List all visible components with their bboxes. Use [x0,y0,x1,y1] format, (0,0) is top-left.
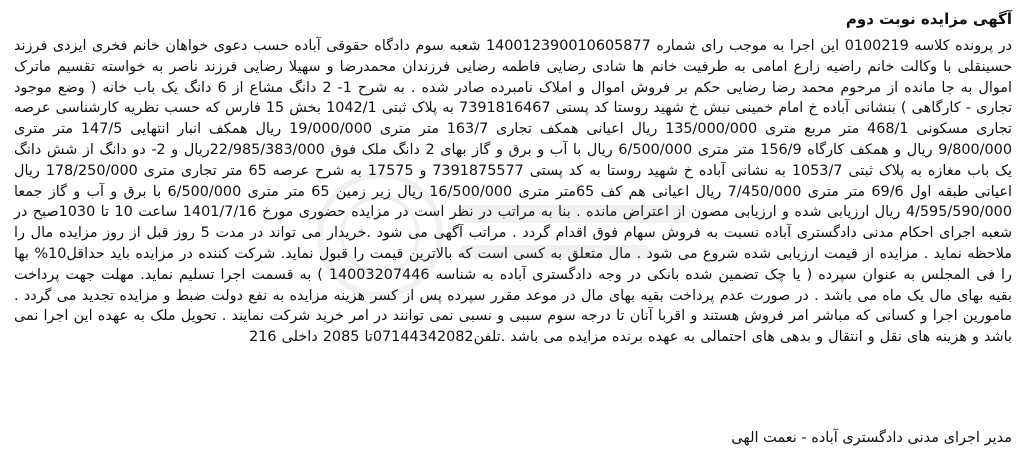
notice-body: در پرونده کلاسه 0100219 این اجرا به موجب رای شماره 140012390010605877 شعبه سوم دادگاه حقوقی آباده حسب دعوی خواهان خانم فخری ایزدی فرزند حسینقلی با وکالت خانم راضیه زارع امامی به طرفیت خانم ها شادی رضایی فاطمه رضایی فرزندان محمدرضا و سهیلا رضایی فرزند ناصر به خواسته تقسیم ماترک اموال به جا مانده از مرحوم محمد رضا رضایی حکم بر فروش اموال و املاک نامبرده صادر شده . به شرح 1- 2 دانگ مشاع از 6 دانگ یک باب خانه ( وضع موجود تجاری - کارگاهی ) بنشانی آباده خ امام خمینی نبش خ شهید روستا کد پستی 7391816467 به پلاک ثبتی 1042/1 بخش 15 فارس که حسب نظریه کارشناسی عرصه تجاری مسکونی 468/1 متر مربع متری 135/000/000 ریال اعیانی همکف تجاری 163/7 متر متری 19/000/000 ریال همکف انبار انتهایی 147/5 متر متری 9/800/000 ریال و همکف کارگاه 156/9 متر متری 6/500/000 ریال با آب و برق و گاز بهای 2 دانگ ملک فوق 22/985/383/000ریال و 2- دو دانگ از شش دانگ یک باب مغازه به پلاک ثبتی 1053/7 به نشانی آباده خ شهید روستا به کد پستی 7391875577 و 17575 به شرح عرصه 65 متر تجاری متری 178/250/000 ریال اعیانی طبقه اول 69/6 متر متری 7/450/000 ریال اعیانی هم کف 65متر متری 16/500/000 ریال زیر زمین 65 متر متری 6/500/000 با برق و آب و گاز جمعا 4/595/590/000 ریال ارزیابی شده و ارزیابی مصون از اعتراض مانده . بنا به مراتب در نظر است در مزایده حضوری مورخ 1401/7/16 ساعت 10 تا 1030صبح در شعبه اجرای احکام مدنی دادگستری آباده نسبت به فروش سهام فوق اقدام گردد . مراتب آگهی می شود .خریدار می تواند در مدت 5 روز قبل از روز مزایده مال را ملاحظه نماید . مزایده از قیمت ارزیابی شده شروع می شود . مال متعلق به کسی است که بالاترین قیمت را قبول نماید. شرکت کننده در مزایده باید حداقل10% بها را فی المجلس به عنوان سپرده ( یا چک تضمین شده بانکی در وجه دادگستری آباده به شناسه 14003207446 ) به قسمت اجرا تسلیم نماید. مهلت جهت پرداخت بقیه بهای مال یک ماه می باشد . در صورت عدم پرداخت بقیه بهای مال در موعد مقرر سپرده پس از کسر هزینه مزایده به نفع دولت ضبط و مزایده تجدید می گردد . مامورین اجرا و کسانی که مباشر امر فروش هستند و اقربا آنان تا درجه سوم سببی و نسبی نمی توانند در امر خرید شرکت نمایند . تحویل ملک به عهده این اجرا نمی باشد و هزینه های نقل و انتقال و بدهی های احتمالی به عهده برنده مزایده می باشد .تلفن07144342082تا 2085 داخلی 216 [14,38,1012,346]
notice-title: آگهی مزایده نوبت دوم [845,10,1012,28]
notice-signature: مدیر اجرای مدنی دادگستری آباده - نعمت الهی [731,430,1012,446]
